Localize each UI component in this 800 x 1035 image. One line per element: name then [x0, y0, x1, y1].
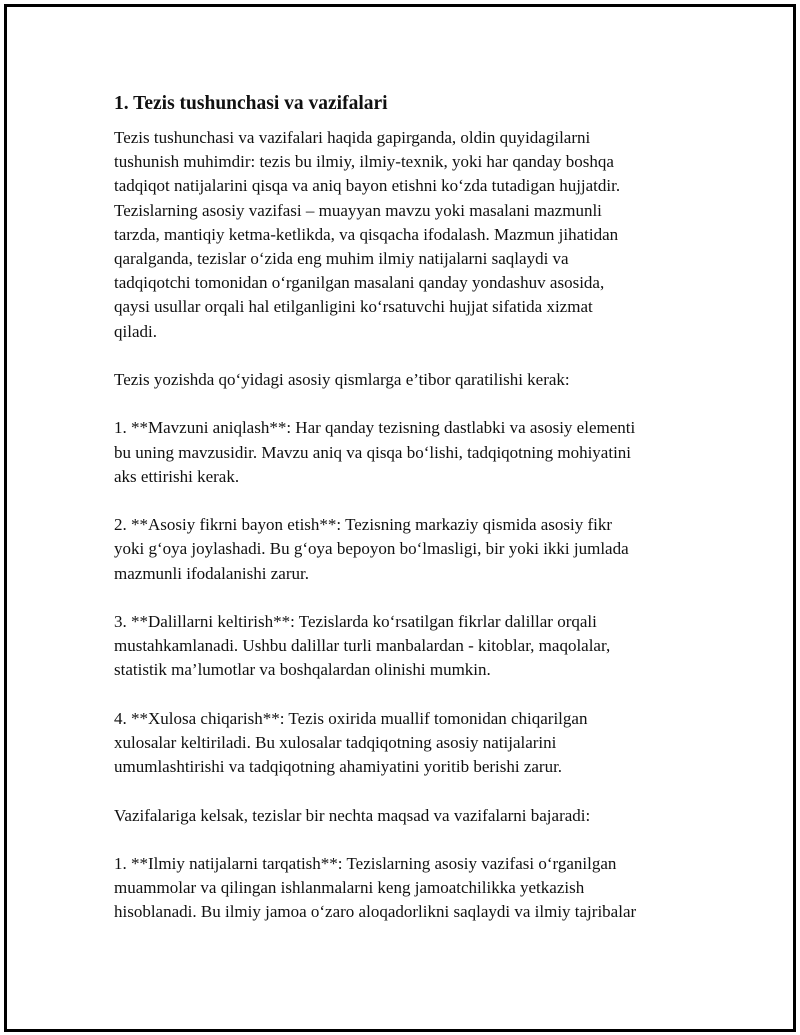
- section-heading: 1. Tezis tushunchasi va vazifalari: [114, 93, 388, 114]
- list-item-evidence: 3. **Dalillarni keltirish**: Tezislarda ko‘rsatilgan fikrlar dalillar orqali mustahkamlanadi. Ushbu dalillar turli manbalardan - kitoblar, maqolalar, statistik ma’lumotlar va boshqalardan olinishi mumkin.: [114, 612, 611, 680]
- paragraph-intro: Tezis tushunchasi va vazifalari haqida gapirganda, oldin quyidagilarni tushunish muhimdir: tezis bu ilmiy, ilmiy-texnik, yoki har qanday boshqa tadqiqot natijalarini qisqa va aniq bayon etishni ko‘zda tutadigan hujjatdir. Tezislarning asosiy vazifasi – muayyan mavzu yoki masalani mazmunli tarzda, mantiqiy ketma-ketlikda, va qisqacha ifodalash. Mazmun jihatidan qaralganda, tezislar o‘zida eng muhim ilmiy natijalarni saqlaydi va tadqiqotchi tomonidan o‘rganilgan masalani qanday yondashuv asosida, qaysi usullar orqali hal etilganligini ko‘rsatuvchi hujjat sifatida xizmat qiladi.: [114, 128, 621, 341]
- paragraph-functions-intro: Vazifalariga kelsak, tezislar bir nechta maqsad va vazifalarni bajaradi:: [114, 805, 591, 825]
- list-item-conclusion: 4. **Xulosa chiqarish**: Tezis oxirida muallif tomonidan chiqarilgan xulosalar keltiriladi. Bu xulosalar tadqiqotning asosiy natijalarini umumlashtirishi va tadqiqotning ahamiyatini yoritib berishi zarur.: [114, 708, 588, 777]
- list-item-topic: 1. **Mavzuni aniqlash**: Har qanday tezisning dastlabki va asosiy elementi bu uning mavzusidir. Mavzu aniq va qisqa bo‘lishi, tadqiqotning mohiyatini aks ettirishi kerak.: [114, 418, 636, 486]
- paragraph-parts-intro: Tezis yozishda qo‘yidagi asosiy qismlarga e’tibor qaratilishi kerak:: [114, 370, 570, 390]
- list-item-main-idea: 2. **Asosiy fikrni bayon etish**: Tezisning markaziy qismida asosiy fikr yoki g‘oya joylashadi. Bu g‘oya bepoyon bo‘lmasligi, bir yoki ikki jumlada mazmunli ifodalanishi zarur.: [114, 515, 629, 583]
- document-body: [114, 92, 694, 949]
- list-item-dissemination: 1. **Ilmiy natijalarni tarqatish**: Tezislarning asosiy vazifasi o‘rganilgan muammolar va qilingan ishlanmalarni keng jamoatchilikka yetkazish hisoblanadi. Bu ilmiy jamoa o‘zaro aloqadorlikni saqlaydi va ilmiy tajribalar: [114, 853, 637, 922]
